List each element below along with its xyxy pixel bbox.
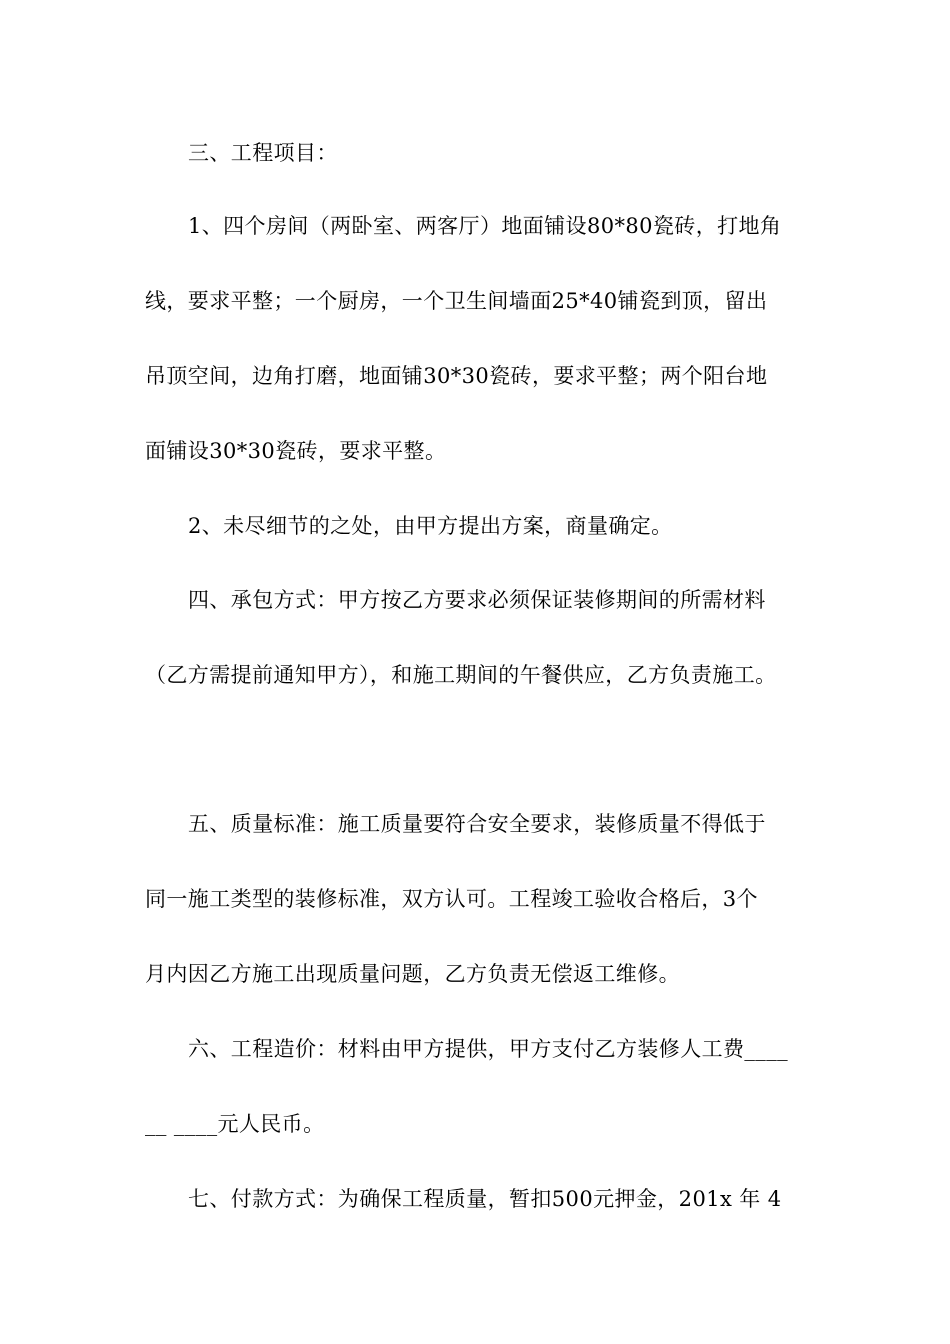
paragraph-line: 同一施工类型的装修标准，双方认可。工程竣工验收合格后，3个 (145, 887, 758, 911)
paragraph-line: 1、四个房间（两卧室、两客厅）地面铺设80*80瓷砖，打地角 (188, 214, 782, 238)
paragraph-line: 吊顶空间，边角打磨，地面铺30*30瓷砖，要求平整；两个阳台地 (145, 364, 768, 388)
paragraph-line: （乙方需提前通知甲方），和施工期间的午餐供应，乙方负责施工。 (145, 663, 777, 687)
section-5-line: 五、质量标准：施工质量要符合安全要求，装修质量不得低于 (188, 812, 766, 836)
section-7-line: 七、付款方式：为确保工程质量，暂扣500元押金，201x 年 4 (188, 1187, 782, 1211)
section-4-line: 四、承包方式：甲方按乙方要求必须保证装修期间的所需材料 (188, 588, 766, 612)
paragraph-line: __ ____元人民币。 (145, 1112, 325, 1136)
paragraph-line: 月内因乙方施工出现质量问题，乙方负责无偿返工维修。 (145, 962, 680, 986)
section-6-line: 六、工程造价：材料由甲方提供，甲方支付乙方装修人工费____ (188, 1037, 788, 1061)
section-3-heading: 三、工程项目： (188, 141, 338, 165)
paragraph-line: 2、未尽细节的之处，由甲方提出方案，商量确定。 (188, 514, 673, 538)
paragraph-line: 线，要求平整；一个厨房，一个卫生间墙面25*40铺瓷到顶，留出 (145, 289, 768, 313)
paragraph-line: 面铺设30*30瓷砖，要求平整。 (145, 439, 447, 463)
